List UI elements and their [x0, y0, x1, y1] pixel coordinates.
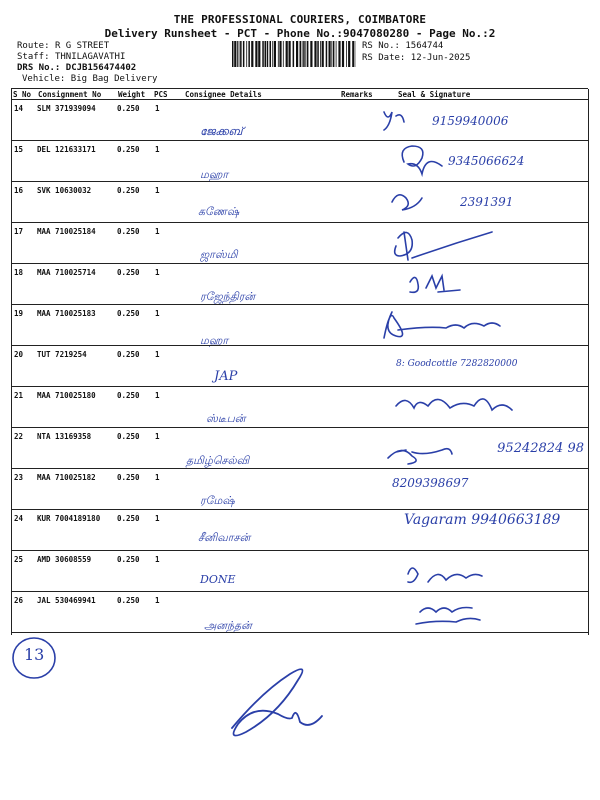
barcode-bar	[293, 41, 295, 67]
row-signature-handwriting: 9345066624	[448, 154, 525, 168]
barcode-bar	[240, 41, 242, 67]
staff-value: THNILAGAVATHI	[54, 52, 126, 62]
row-consignment-no: MAA 710025183	[37, 309, 96, 318]
table-row	[0, 181, 600, 222]
barcode-bar	[322, 41, 324, 67]
row-signature-handwriting: 8: Goodcottle 7282820000	[396, 359, 518, 369]
barcode-bar	[270, 41, 272, 67]
circled-number: 13	[24, 645, 45, 664]
row-rule	[11, 591, 588, 592]
barcode-bar	[283, 41, 284, 67]
row-pcs: 1	[155, 432, 160, 441]
row-consignee-handwriting: அனந்தன்	[204, 619, 252, 632]
barcode-bar	[237, 41, 238, 67]
row-pcs: 1	[155, 391, 160, 400]
row-weight: 0.250	[117, 227, 140, 236]
barcode-bar	[262, 41, 264, 67]
row-consignment-no: TUT 7219254	[37, 350, 87, 359]
col-weight-header: Weight	[118, 90, 146, 99]
barcode-bar	[348, 41, 350, 67]
barcode-bar	[289, 41, 291, 67]
row-consignee-handwriting: ജേക്കബ്	[200, 125, 243, 138]
rs-no-value: 1564744	[405, 41, 444, 51]
row-weight: 0.250	[117, 391, 140, 400]
row-consignee-handwriting: JAP	[214, 369, 238, 384]
row-consignee-handwriting: ரமேஷ்	[200, 494, 235, 507]
row-consignment-no: MAA 710025180	[37, 391, 96, 400]
barcode-bar	[336, 41, 337, 67]
barcode-bar	[329, 41, 331, 67]
barcode-bar	[352, 41, 354, 67]
barcode-bar	[307, 41, 309, 67]
row-weight: 0.250	[117, 145, 140, 154]
barcode-bar	[279, 41, 281, 67]
barcode-bar	[246, 41, 247, 67]
table-bottom-rule	[11, 632, 588, 633]
row-pcs: 1	[155, 473, 160, 482]
row-consignee-handwriting: மஹா	[200, 334, 229, 347]
row-sno: 21	[14, 391, 24, 400]
row-pcs: 1	[155, 514, 160, 523]
table-row	[0, 509, 600, 550]
row-consignee-handwriting: கணேஷ்	[198, 205, 240, 218]
document-title: THE PROFESSIONAL COURIERS, COIMBATORE	[173, 13, 427, 26]
row-pcs: 1	[155, 186, 160, 195]
route-line	[17, 41, 109, 51]
barcode-bar	[251, 41, 253, 67]
row-sno: 18	[14, 268, 24, 277]
barcode-bar	[248, 41, 250, 67]
row-consignment-no: NTA 13169358	[37, 432, 92, 441]
table-row	[0, 345, 600, 386]
vehicle-value: Big Bag Delivery	[70, 74, 158, 84]
rs-no-line	[362, 41, 443, 51]
row-sno: 22	[14, 432, 24, 441]
barcode-bar	[243, 41, 245, 67]
rs-date-line	[362, 53, 470, 63]
barcode-bar	[239, 41, 240, 67]
col-pcs-header: PCS	[154, 90, 168, 99]
row-consignee-handwriting: சீனிவாசன்	[198, 531, 251, 544]
table-row	[0, 99, 600, 140]
row-consignment-no: SLM 371939094	[37, 104, 96, 113]
row-pcs: 1	[155, 596, 160, 605]
row-sno: 17	[14, 227, 24, 236]
row-rule	[11, 181, 588, 182]
barcode-bar	[338, 41, 340, 67]
row-signature-handwriting: 2391391	[460, 195, 514, 209]
barcode-bar	[303, 41, 305, 67]
table-row	[0, 140, 600, 181]
row-consignee-handwriting: ஜாஸ்மி	[200, 248, 238, 261]
row-rule	[11, 222, 588, 223]
col-consignment-header: Consignment No	[38, 90, 102, 99]
barcode-bar	[342, 41, 344, 67]
staff-label: Staff:	[17, 52, 50, 62]
row-weight: 0.250	[117, 268, 140, 277]
row-consignment-no: KUR 7004189180	[37, 514, 101, 523]
row-sno: 23	[14, 473, 24, 482]
barcode-bar	[300, 41, 302, 67]
row-signature-handwriting: 9159940006	[432, 114, 509, 128]
row-consignment-no: DEL 121633171	[37, 145, 96, 154]
row-weight: 0.250	[117, 596, 140, 605]
table-row	[0, 304, 600, 345]
barcode-bar	[278, 41, 279, 67]
barcode-bar	[296, 41, 298, 67]
table-row	[0, 222, 600, 263]
table-row	[0, 468, 600, 509]
row-weight: 0.250	[117, 555, 140, 564]
rs-date-value: 12-Jun-2025	[410, 53, 471, 63]
barcode-bar	[331, 41, 332, 67]
barcode-bar	[267, 41, 269, 67]
row-consignment-no: AMD 30608559	[37, 555, 92, 564]
row-consignment-no: JAL 530469941	[37, 596, 96, 605]
barcode-bar	[272, 41, 273, 67]
barcode-bar	[258, 41, 260, 67]
row-consignee-handwriting: ரஜேந்திரன்	[200, 290, 256, 303]
barcode-bar	[320, 41, 321, 67]
route-value: R G STREET	[54, 41, 110, 51]
table-top-rule	[11, 88, 588, 89]
barcode-bar	[317, 41, 319, 67]
route-label: Route:	[17, 41, 50, 51]
col-consignee-header: Consignee Details	[185, 90, 262, 99]
row-pcs: 1	[155, 268, 160, 277]
drs-line	[17, 63, 136, 73]
row-sno: 26	[14, 596, 24, 605]
row-consignee-handwriting: DONE	[200, 573, 236, 586]
row-sno: 16	[14, 186, 24, 195]
row-consignment-no: MAA 710025184	[37, 227, 96, 236]
vehicle-label: Vehicle:	[22, 74, 66, 84]
row-consignment-no: MAA 710025182	[37, 473, 96, 482]
col-seal-header: Seal & Signature	[398, 90, 471, 99]
staff-line	[17, 52, 125, 62]
row-weight: 0.250	[117, 350, 140, 359]
drs-label: DRS No.:	[17, 63, 61, 73]
drs-value: DCJB156474402	[65, 63, 137, 73]
table-row	[0, 263, 600, 304]
row-weight: 0.250	[117, 473, 140, 482]
row-rule	[11, 263, 588, 264]
bottom-signature-stroke	[232, 669, 322, 735]
rs-no-label: RS No.:	[362, 41, 400, 51]
table-row	[0, 427, 600, 468]
table-row	[0, 591, 600, 632]
row-rule	[11, 386, 588, 387]
row-pcs: 1	[155, 309, 160, 318]
row-pcs: 1	[155, 227, 160, 236]
row-weight: 0.250	[117, 186, 140, 195]
barcode-bar	[326, 41, 328, 67]
barcode-bar	[314, 41, 316, 67]
row-sno: 19	[14, 309, 24, 318]
vehicle-line	[22, 74, 157, 84]
table-row	[0, 550, 600, 591]
row-sno: 15	[14, 145, 24, 154]
barcode-bar	[234, 41, 236, 67]
barcode-bar	[333, 41, 335, 67]
row-pcs: 1	[155, 555, 160, 564]
col-sno-header: S No	[13, 90, 32, 99]
row-rule	[11, 345, 588, 346]
row-consignee-handwriting: தமிழ்செல்வி	[186, 454, 250, 467]
barcode-bar	[232, 41, 234, 67]
row-pcs: 1	[155, 350, 160, 359]
row-rule	[11, 468, 588, 469]
barcode	[232, 41, 356, 67]
row-signature-handwriting: 95242824 98	[497, 441, 584, 456]
row-sno: 14	[14, 104, 24, 113]
rs-date-label: RS Date:	[362, 53, 406, 63]
row-rule	[11, 509, 588, 510]
row-consignee-handwriting: ஸ்டீபன்	[206, 412, 246, 425]
barcode-bar	[310, 41, 312, 67]
row-sno: 25	[14, 555, 24, 564]
row-pcs: 1	[155, 145, 160, 154]
barcode-bar	[255, 41, 257, 67]
row-weight: 0.250	[117, 309, 140, 318]
row-consignee-handwriting: மஹா	[200, 168, 229, 181]
barcode-bar	[265, 41, 267, 67]
col-remarks-header: Remarks	[341, 90, 373, 99]
barcode-bar	[346, 41, 347, 67]
row-sno: 24	[14, 514, 24, 523]
row-weight: 0.250	[117, 104, 140, 113]
document-subtitle: Delivery Runsheet - PCT - Phone No.:9047080280 - Page No.:2	[104, 27, 496, 40]
barcode-bar	[305, 41, 306, 67]
barcode-bar	[302, 41, 303, 67]
row-signature-handwriting: Vagaram 9940663189	[404, 512, 561, 528]
row-consignment-no: SVK 10630032	[37, 186, 92, 195]
row-rule	[11, 550, 588, 551]
row-weight: 0.250	[117, 514, 140, 523]
table-row	[0, 386, 600, 427]
barcode-bar	[286, 41, 288, 67]
row-rule	[11, 304, 588, 305]
row-consignment-no: MAA 710025714	[37, 268, 96, 277]
row-signature-handwriting: 8209398697	[392, 476, 469, 490]
row-rule	[11, 427, 588, 428]
row-sno: 20	[14, 350, 24, 359]
row-weight: 0.250	[117, 432, 140, 441]
row-rule	[11, 140, 588, 141]
barcode-bar	[274, 41, 276, 67]
row-pcs: 1	[155, 104, 160, 113]
